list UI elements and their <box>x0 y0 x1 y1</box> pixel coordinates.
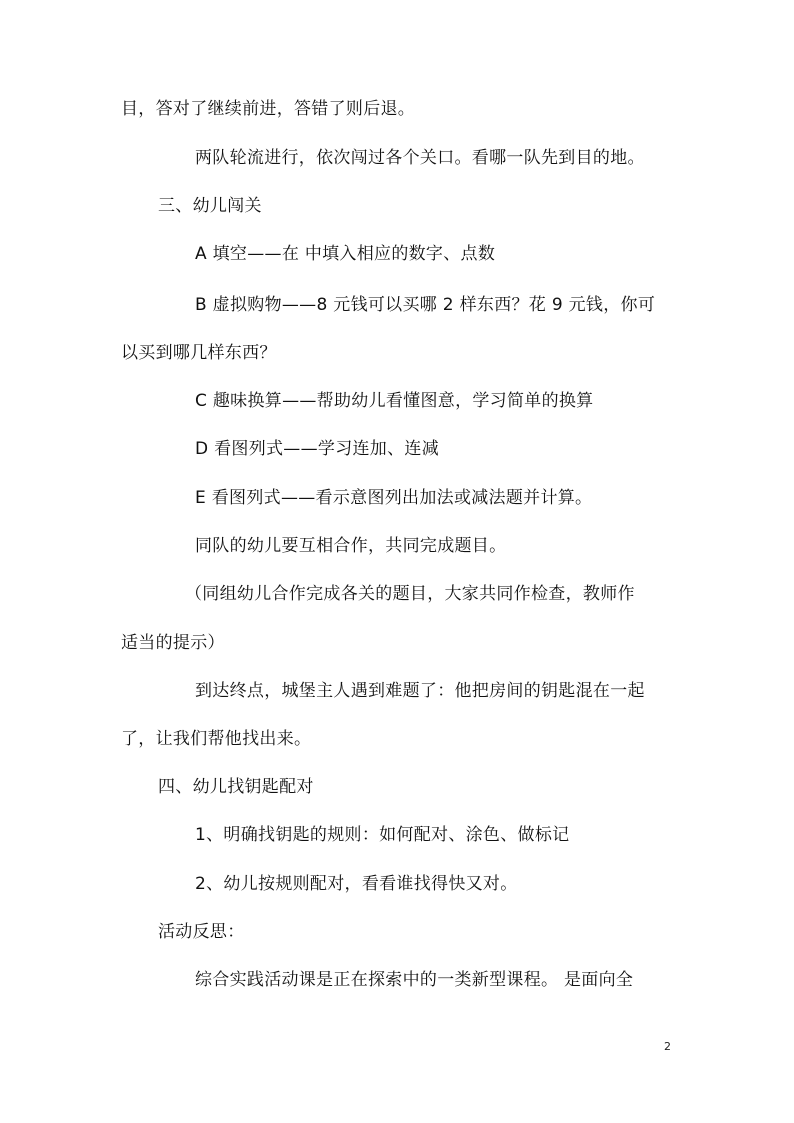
page-number: 2 <box>664 1040 671 1053</box>
text-line-5: B 虚拟购物——8 元钱可以买哪 2 样东西？花 9 元钱，你可 <box>195 295 656 315</box>
text-line-17: 2、幼儿按规则配对，看看谁找得快又对。 <box>195 874 518 894</box>
text-line-12: 适当的提示） <box>121 633 225 653</box>
text-line-6: 以买到哪几样东西？ <box>121 343 277 363</box>
text-line-19: 综合实践活动课是正在探索中的一类新型课程。 是面向全 <box>195 970 634 990</box>
text-line-14: 了，让我们帮他找出来。 <box>121 729 312 749</box>
text-line-16: 1、明确找钥匙的规则：如何配对、涂色、做标记 <box>195 825 570 845</box>
text-line-4: A 填空——在 中填入相应的数字、点数 <box>195 244 496 264</box>
text-line-11: （同组幼儿合作完成各关的题目，大家共同作检查，教师作 <box>185 584 635 604</box>
section-heading-15: 四、幼儿找钥匙配对 <box>158 777 314 797</box>
text-line-2: 两队轮流进行，依次闯过各个关口。看哪一队先到目的地。 <box>195 148 645 168</box>
section-heading-18: 活动反思： <box>158 922 245 942</box>
text-line-8: D 看图列式——学习连加、连减 <box>195 439 439 459</box>
section-heading-3: 三、幼儿闯关 <box>158 196 262 216</box>
text-line-1: 目，答对了继续前进，答错了则后退。 <box>121 99 416 119</box>
text-line-9: E 看图列式——看示意图列出加法或减法题并计算。 <box>195 488 593 508</box>
text-line-10: 同队的幼儿要互相合作，共同完成题目。 <box>195 536 507 556</box>
text-line-7: C 趣味换算——帮助幼儿看懂图意，学习简单的换算 <box>195 391 594 411</box>
text-line-13: 到达终点，城堡主人遇到难题了：他把房间的钥匙混在一起 <box>195 681 645 701</box>
